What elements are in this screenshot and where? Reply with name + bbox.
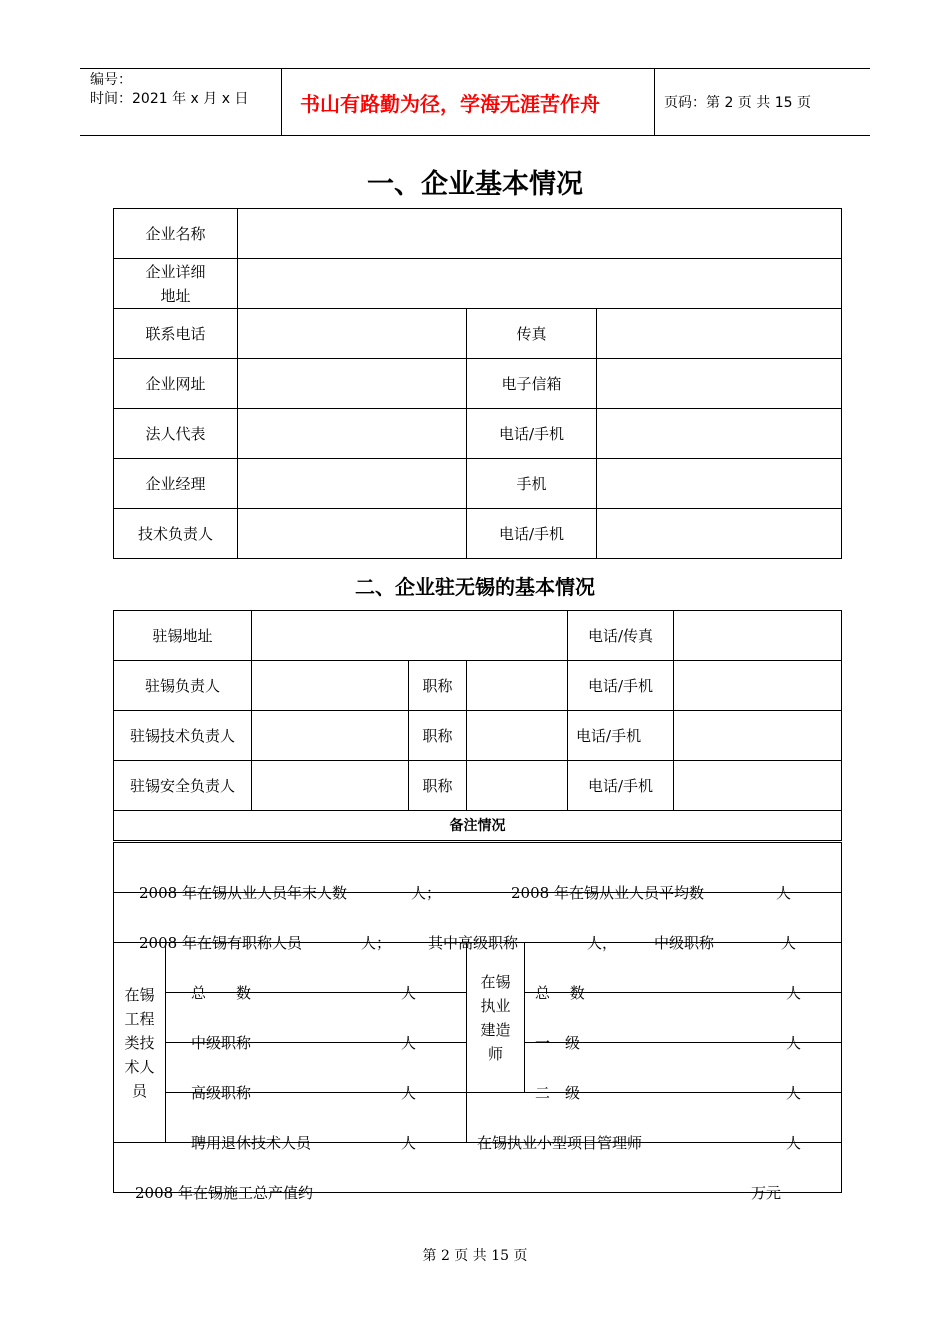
website-field[interactable] <box>238 359 467 409</box>
wuxi-safety-title-label: 职称 <box>409 761 467 811</box>
builders-level1-unit: 人 <box>786 1033 802 1052</box>
eng-tech-group-line: 工程 <box>124 1009 155 1028</box>
staff-avg-unit: 人 <box>776 883 792 902</box>
tech-lead-phone-field[interactable] <box>597 509 842 559</box>
builders-group-line: 师 <box>487 1044 503 1063</box>
wuxi-contacts-table <box>113 610 842 841</box>
header-motto: 书山有路勤为径，学海无涯苦作舟 <box>300 92 600 116</box>
builders-total-unit: 人 <box>786 983 802 1002</box>
email-label: 电子信箱 <box>467 359 597 409</box>
wuxi-tech-phone-field[interactable] <box>674 711 842 761</box>
wuxi-safety-phone-field[interactable] <box>674 761 842 811</box>
eng-tech-mid-unit: 人 <box>401 1033 417 1052</box>
builders-group-line: 在锡 <box>480 972 511 991</box>
builders-level1-label: 一 级 <box>535 1033 581 1052</box>
manager-label: 企业经理 <box>114 459 238 509</box>
builders-level2-label: 二 级 <box>535 1083 581 1102</box>
tech-lead-label: 技术负责人 <box>114 509 238 559</box>
footer-page-number: 第 2 页 共 15 页 <box>422 1248 528 1264</box>
eng-tech-senior-unit: 人 <box>401 1083 417 1102</box>
builders-group-label <box>467 943 525 1093</box>
senior-title-label: 其中高级职称 <box>428 933 519 952</box>
wuxi-safety-title-field[interactable] <box>467 761 568 811</box>
company-name-label: 企业名称 <box>114 209 238 259</box>
tech-lead-field[interactable] <box>238 509 467 559</box>
company-address-label <box>114 259 238 309</box>
wuxi-safety-label: 驻锡安全负责人 <box>114 761 252 811</box>
eng-tech-retired-unit: 人 <box>401 1133 417 1152</box>
eng-tech-total-label: 总 数 <box>191 983 252 1002</box>
wuxi-head-title-field[interactable] <box>467 661 568 711</box>
website-label: 企业网址 <box>114 359 238 409</box>
eng-tech-senior-label: 高级职称 <box>191 1083 252 1102</box>
eng-tech-group-line: 员 <box>131 1081 147 1100</box>
wuxi-head-label: 驻锡负责人 <box>114 661 252 711</box>
header-page-code: 页码：第 2 页 共 15 页 <box>664 95 811 111</box>
wuxi-staff-table <box>113 842 842 1202</box>
eng-tech-mid-label: 中级职称 <box>191 1033 252 1052</box>
wuxi-safety-field[interactable] <box>252 761 409 811</box>
email-field[interactable] <box>597 359 842 409</box>
legal-rep-label: 法人代表 <box>114 409 238 459</box>
mid-title-unit: 人 <box>781 933 797 952</box>
titled-staff-unit: 人； <box>361 933 392 952</box>
manager-field[interactable] <box>238 459 467 509</box>
phone-label: 联系电话 <box>114 309 238 359</box>
output-label: 2008 年在锡施工总产值约 <box>135 1183 313 1202</box>
wuxi-tech-title-field[interactable] <box>467 711 568 761</box>
fax-label: 传真 <box>467 309 597 359</box>
small-pm-unit: 人 <box>786 1133 802 1152</box>
section1-title: 一、企业基本情况 <box>367 169 583 200</box>
remarks-title: 备注情况 <box>114 811 842 841</box>
wuxi-head-title-label: 职称 <box>409 661 467 711</box>
staff-year-end-label: 2008 年在锡从业人员年末人数 <box>139 883 347 902</box>
wuxi-tech-field[interactable] <box>252 711 409 761</box>
builders-group-line: 执业 <box>480 996 511 1015</box>
wuxi-address-phone-label: 电话/传真 <box>568 611 674 661</box>
legal-rep-field[interactable] <box>238 409 467 459</box>
legal-rep-phone-label: 电话/手机 <box>467 409 597 459</box>
wuxi-safety-phone-label: 电话/手机 <box>568 761 674 811</box>
eng-tech-group-line: 类技 <box>124 1033 155 1052</box>
document-number-label: 编号： <box>90 72 132 88</box>
wuxi-address-field[interactable] <box>252 611 568 661</box>
wuxi-address-phone-field[interactable] <box>674 611 842 661</box>
builders-group-line: 建造 <box>480 1020 511 1039</box>
staff-avg-label: 2008 年在锡从业人员平均数 <box>511 883 704 902</box>
eng-tech-group-label <box>114 943 166 1143</box>
eng-tech-group-line: 在锡 <box>124 985 155 1004</box>
eng-tech-retired-label: 聘用退休技术人员 <box>191 1133 312 1152</box>
fax-field[interactable] <box>597 309 842 359</box>
document-time-label: 时间：2021 年 x 月 x 日 <box>90 91 249 107</box>
company-address-label-line2: 地址 <box>160 286 191 305</box>
builders-level2-unit: 人 <box>786 1083 802 1102</box>
staff-year-end-row <box>114 843 842 902</box>
wuxi-tech-label: 驻锡技术负责人 <box>114 711 252 761</box>
wuxi-address-label: 驻锡地址 <box>114 611 252 661</box>
company-name-field[interactable] <box>238 209 842 259</box>
wuxi-tech-title-label: 职称 <box>409 711 467 761</box>
output-unit: 万元 <box>751 1183 782 1202</box>
company-basic-info-table <box>113 208 842 559</box>
eng-tech-total-unit: 人 <box>401 983 417 1002</box>
phone-field[interactable] <box>238 309 467 359</box>
eng-tech-group-line: 术人 <box>124 1057 155 1076</box>
wuxi-head-field[interactable] <box>252 661 409 711</box>
legal-rep-phone-field[interactable] <box>597 409 842 459</box>
company-address-field[interactable] <box>238 259 842 309</box>
company-address-label-line1: 企业详细 <box>145 262 206 281</box>
senior-title-unit: 人， <box>587 933 618 952</box>
wuxi-tech-phone-label: 电话/手机 <box>568 711 674 761</box>
staff-year-end-unit: 人； <box>411 883 442 902</box>
wuxi-head-phone-field[interactable] <box>674 661 842 711</box>
wuxi-head-phone-label: 电话/手机 <box>568 661 674 711</box>
builders-total-label: 总 数 <box>535 983 585 1002</box>
tech-lead-phone-label: 电话/手机 <box>467 509 597 559</box>
mid-title-label: 中级职称 <box>654 933 715 952</box>
titled-staff-label: 2008 年在锡有职称人员 <box>139 933 302 952</box>
section2-title: 二、企业驻无锡的基本情况 <box>355 575 595 599</box>
manager-mobile-label: 手机 <box>467 459 597 509</box>
manager-mobile-field[interactable] <box>597 459 842 509</box>
small-pm-label: 在锡执业小型项目管理师 <box>477 1133 643 1152</box>
